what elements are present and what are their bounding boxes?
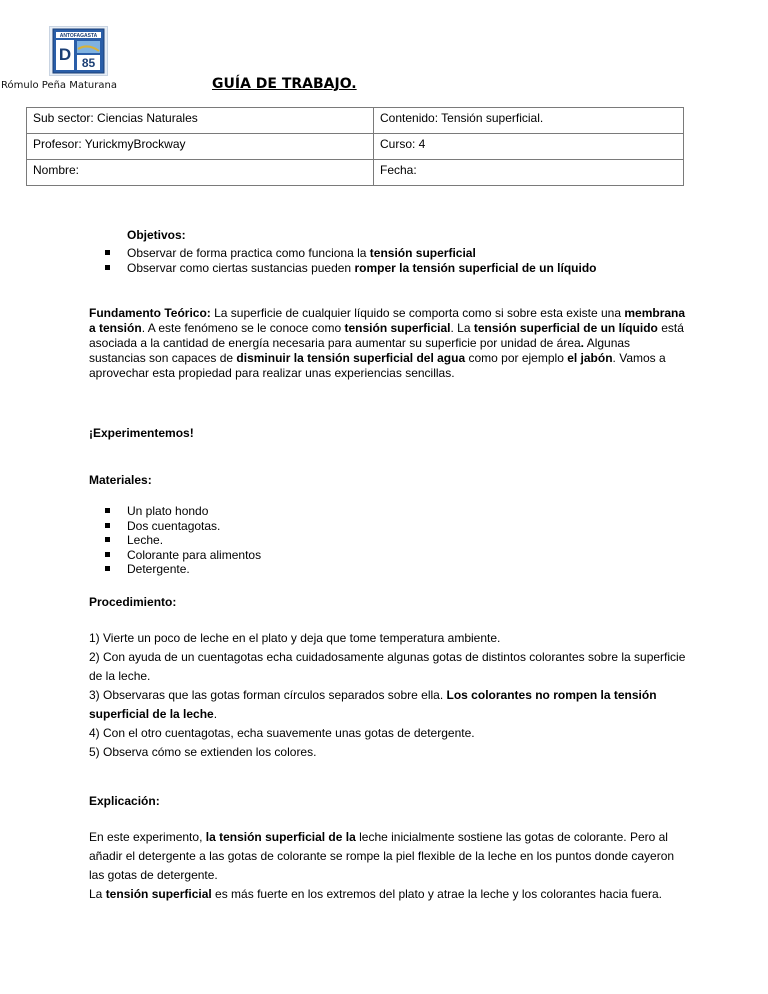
explicacion-heading: Explicación: [89, 794, 160, 808]
list-item: Observar de forma practica como funciona la tensión superficial [127, 246, 597, 261]
explicacion-paragraph-1: En este experimento, la tensión superficial de la leche inicialmente sostiene las gotas de colorante. Pero al añadir el detergente a las gotas de colorante se rompe la piel flexible de la leche en los puntos donde cayeron las gotas de detergente. [89, 830, 675, 882]
bullet-icon [105, 265, 110, 270]
page-title: GUÍA DE TRABAJO. [212, 76, 357, 92]
procedimiento-steps [89, 629, 689, 762]
profesor-cell: Profesor: YurickmyBrockway [27, 134, 374, 160]
step-1: 1) Vierte un poco de leche en el plato y deja que tome temperatura ambiente. [89, 631, 501, 645]
bullet-icon [105, 537, 110, 542]
list-item: Observar como ciertas sustancias pueden romper la tensión superficial de un líquido [127, 261, 597, 276]
bullet-icon [105, 566, 110, 571]
list-item: Un plato hondo [127, 504, 261, 519]
step-5: 5) Observa cómo se extienden los colores. [89, 745, 317, 759]
contenido-cell: Contenido: Tensión superficial. [374, 108, 684, 134]
list-item: Leche. [127, 533, 261, 548]
list-item: Colorante para alimentos [127, 548, 261, 563]
procedimiento-heading: Procedimiento: [89, 595, 177, 609]
bullet-icon [105, 552, 110, 557]
logo-letter: D [58, 45, 72, 64]
school-logo [49, 26, 108, 76]
fundamento-paragraph: Fundamento Teórico: La superficie de cualquier líquido se comporta como si sobre esta existe una membrana a tensión. A este fenómeno se le conoce como tensión superficial. La tensión superficial de un líquido está asociada a la cantidad de energía necesaria para aumentar su superficie por unidad de área. Algunas sustancias son capaces de disminuir la tensión superficial del agua como por ejemplo el jabón. Vamos a aprovechar esta propiedad para realizar unas experiencias sencillas. [89, 306, 686, 380]
logo-label: ANTOFAGASTA [59, 33, 98, 39]
step-4: 4) Con el otro cuentagotas, echa suavemente unas gotas de detergente. [89, 726, 475, 740]
nombre-cell: Nombre: [27, 160, 374, 186]
materiales-heading: Materiales: [89, 473, 152, 487]
bullet-icon [105, 523, 110, 528]
objetivos-heading: Objetivos: [127, 228, 186, 242]
bullet-icon [105, 508, 110, 513]
step-3: 3) Observaras que las gotas forman círculos separados sobre ella. Los colorantes no rompen la tensión superficial de la leche. [89, 688, 657, 721]
objetivos-list [127, 246, 597, 275]
materiales-list [127, 504, 261, 577]
step-2: 2) Con ayuda de un cuentagotas echa cuidadosamente algunas gotas de distintos colorantes sobre la superficie de la leche. [89, 650, 686, 683]
explicacion-text [89, 828, 689, 904]
experimentemos-heading: ¡Experimentemos! [89, 426, 194, 440]
fecha-cell: Fecha: [374, 160, 684, 186]
school-name: Rómulo Peña Maturana [1, 80, 117, 91]
list-item: Dos cuentagotas. [127, 519, 261, 534]
curso-cell: Curso: 4 [374, 134, 684, 160]
subsector-cell: Sub sector: Ciencias Naturales [27, 108, 374, 134]
info-table [26, 107, 684, 186]
explicacion-paragraph-2: La tensión superficial es más fuerte en los extremos del plato y atrae la leche y los colorantes hacia fuera. [89, 887, 662, 901]
list-item: Detergente. [127, 562, 261, 577]
logo-number: 85 [81, 56, 96, 70]
bullet-icon [105, 250, 110, 255]
